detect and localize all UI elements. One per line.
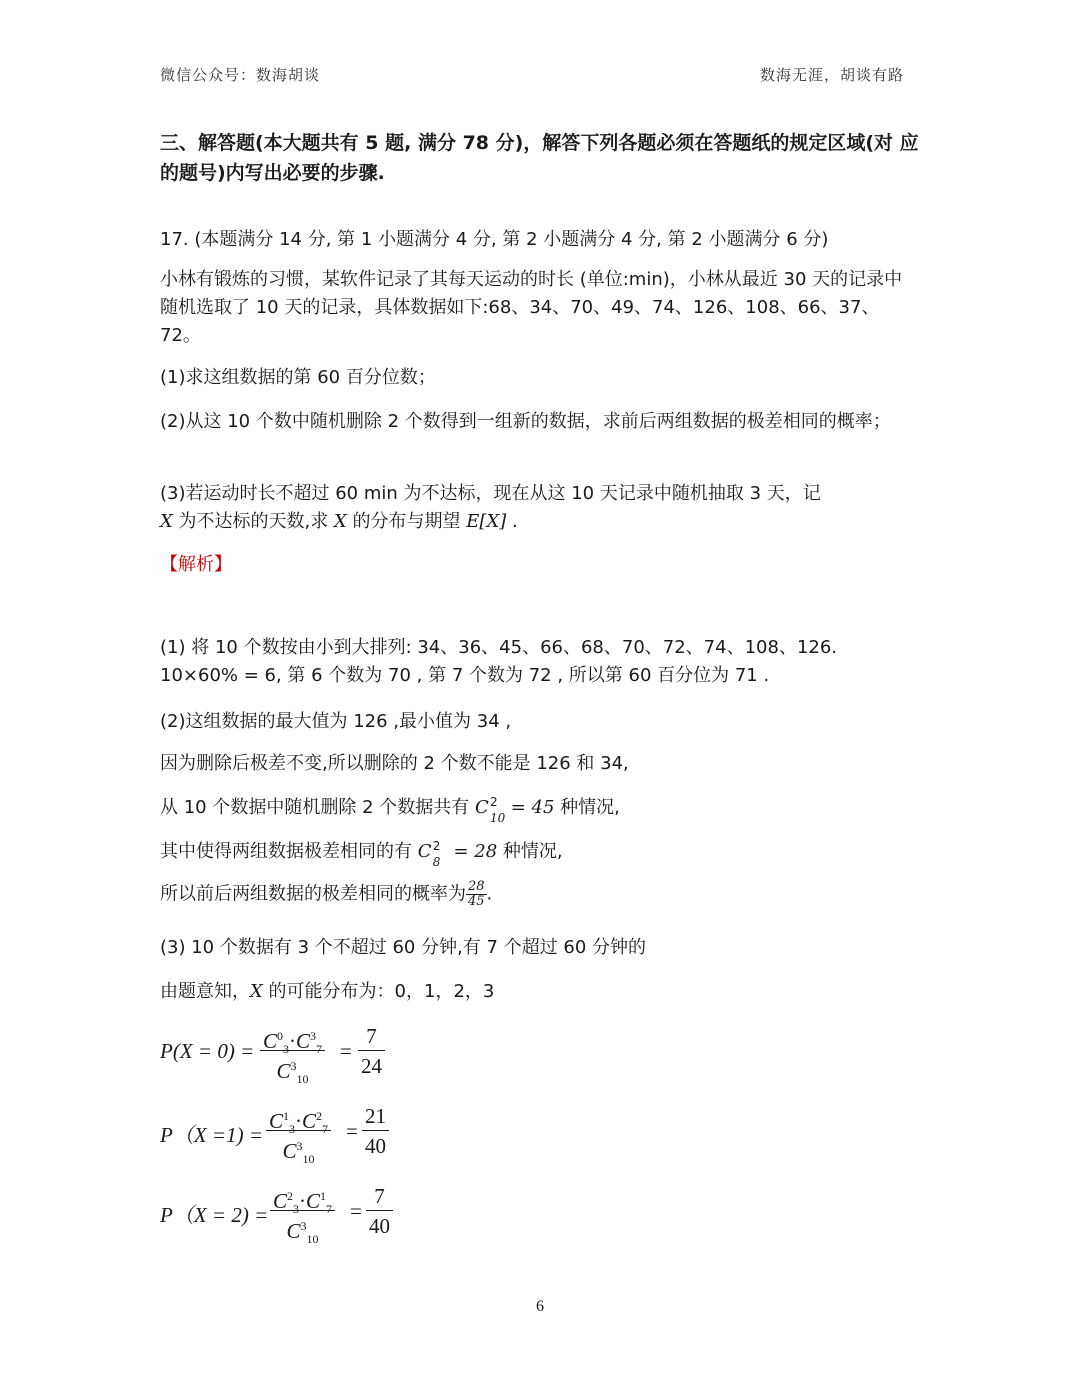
denominator: 40	[365, 1134, 386, 1158]
expectation: E[X]	[466, 511, 507, 532]
sub: 8	[432, 855, 441, 869]
text: 其中使得两组数据极差相同的有	[160, 841, 418, 862]
formula-fraction	[266, 1102, 331, 1167]
sub: 7	[326, 1202, 333, 1217]
sup: 2	[316, 1109, 323, 1123]
sub: 3	[289, 1122, 296, 1137]
sup: 3	[290, 1059, 297, 1073]
sub: 10	[302, 1152, 315, 1167]
question-3-line-2	[160, 508, 920, 536]
sup: 3	[310, 1029, 317, 1043]
solution-2-line-5	[160, 880, 920, 909]
lhs-text: P(X = 0) =	[160, 1039, 255, 1063]
sub: 3	[293, 1202, 300, 1217]
question-1: (1)求这组数据的第 60 百分位数；	[160, 367, 436, 388]
formula-p-x-1	[160, 1102, 390, 1167]
problem-stem: 小林有锻炼的习惯，某软件记录了其每天运动的时长 (单位:min)，小林从最近 30 天的记录中随机选取了 10 天的记录，具体数据如下:68、34、70、49、74、126、108、66、37、72。	[160, 269, 903, 346]
result-fraction	[366, 1182, 393, 1239]
sup: 2	[432, 839, 441, 853]
c: C	[273, 1189, 288, 1213]
variable-x: X	[250, 981, 263, 1002]
text: 由题意知，	[160, 981, 250, 1002]
combination-c8-2	[417, 838, 448, 869]
denominator: 24	[361, 1054, 382, 1078]
lhs-text: P（X = 2) =	[160, 1203, 269, 1227]
section-title: 三、解答题(本大题共有 5 题, 满分 78 分)，解答下列各题必须在答题纸的规定区域(对 应的题号)内写出必要的步骤.	[160, 132, 919, 184]
solution-1	[160, 634, 920, 690]
formula-p-x-2	[160, 1182, 390, 1247]
c: C	[306, 1189, 321, 1213]
sub: 7	[322, 1122, 329, 1137]
page-number: 6	[536, 1298, 544, 1315]
sup: 3	[296, 1139, 303, 1153]
result-fraction	[358, 1022, 385, 1079]
formula-lhs	[160, 1199, 268, 1229]
problem-header: 17. (本题满分 14 分, 第 1 小题满分 4 分, 第 2 小题满分 4 分, 第 2 小题满分 6 分)	[160, 229, 829, 250]
formula-lhs	[160, 1039, 254, 1064]
analysis-label: 【解析】	[160, 554, 232, 575]
result-fraction	[362, 1102, 389, 1159]
dot: ·	[295, 1109, 303, 1133]
question-3	[160, 480, 920, 536]
denominator: 45	[468, 894, 485, 909]
sup: 2	[287, 1189, 294, 1203]
c: C	[474, 797, 489, 818]
q3-text-end: 的分布与期望	[346, 511, 467, 532]
numerator: 28	[468, 879, 485, 894]
sub: 7	[316, 1042, 323, 1057]
header-right: 数海无涯，胡谈有路	[759, 66, 904, 84]
variable-x: X	[160, 511, 173, 532]
equals: =	[346, 1119, 358, 1143]
numerator	[270, 1182, 335, 1217]
dot: .	[486, 883, 493, 905]
solution-2-line-1: (2)这组数据的最大值为 126 ,最小值为 34 ,	[160, 711, 512, 732]
solution-2-line-2: 因为删除后极差不变,所以删除的 2 个数不能是 126 和 34,	[160, 753, 629, 774]
value: = 45	[504, 797, 555, 818]
solution-3-line-1: (3) 10 个数据有 3 个不超过 60 分钟,有 7 个超过 60 分钟的	[160, 937, 647, 958]
question-2: (2)从这 10 个数中随机删除 2 个数得到一组新的数据，求前后两组数据的极差相同的概率；	[160, 411, 891, 432]
q3-dot: .	[506, 511, 518, 532]
sup: 1	[320, 1189, 327, 1203]
text: 种情况,	[554, 797, 620, 818]
c: C	[417, 841, 432, 862]
combination-c10-2	[474, 794, 506, 825]
q3-text-mid: 为不达标的天数,求	[172, 511, 334, 532]
numerator: 7	[366, 1182, 393, 1211]
equals: =	[340, 1039, 352, 1063]
c: C	[282, 1139, 297, 1163]
formula-lhs	[160, 1119, 263, 1149]
dot: ·	[289, 1029, 297, 1053]
numerator: 7	[358, 1022, 385, 1051]
text: 从 10 个数据中随机删除 2 个数据共有	[160, 797, 475, 818]
sup: 0	[277, 1029, 284, 1043]
sub: 10	[296, 1072, 309, 1087]
header-left: 微信公众号：数海胡谈	[160, 66, 321, 84]
formula-fraction	[260, 1022, 325, 1087]
probability-fraction	[466, 880, 487, 909]
solution-3-line-2	[160, 978, 920, 1006]
sup: 2	[489, 795, 498, 809]
text: 所以前后两组数据的极差相同的概率为	[160, 883, 466, 905]
solution-2-line-4	[160, 838, 920, 869]
formula-fraction	[270, 1182, 335, 1247]
c: C	[286, 1219, 301, 1243]
c: C	[276, 1059, 291, 1083]
numerator	[260, 1022, 325, 1057]
solution-1-line-1: (1) 将 10 个数按由小到大排列: 34、36、45、66、68、70、72、74、108、126.	[160, 637, 838, 658]
equals: =	[350, 1199, 362, 1223]
sub: 10	[306, 1232, 319, 1247]
solution-2-line-3	[160, 794, 920, 825]
numerator	[266, 1102, 331, 1137]
solution-1-line-2: 10×60% = 6, 第 6 个数为 70 , 第 7 个数为 72 , 所以第 60 百分位为 71 .	[160, 665, 770, 686]
sub: 10	[489, 811, 506, 825]
sup: 3	[300, 1219, 307, 1233]
c: C	[302, 1109, 317, 1133]
value: = 28	[447, 841, 498, 862]
c: C	[269, 1109, 284, 1133]
dot: ·	[299, 1189, 307, 1213]
numerator: 21	[362, 1102, 389, 1131]
denominator: 40	[369, 1214, 390, 1238]
sub: 3	[283, 1042, 290, 1057]
text: 种情况,	[497, 841, 563, 862]
sup: 1	[283, 1109, 290, 1123]
variable-x: X	[334, 511, 347, 532]
lhs-text: P（X =1) =	[160, 1123, 263, 1147]
text: 的可能分布为：0，1，2，3	[262, 981, 495, 1002]
c: C	[263, 1029, 278, 1053]
question-3-line-1: (3)若运动时长不超过 60 min 为不达标，现在从这 10 天记录中随机抽取 3 天，记	[160, 483, 821, 504]
formula-p-x-0	[160, 1022, 390, 1087]
c: C	[296, 1029, 311, 1053]
